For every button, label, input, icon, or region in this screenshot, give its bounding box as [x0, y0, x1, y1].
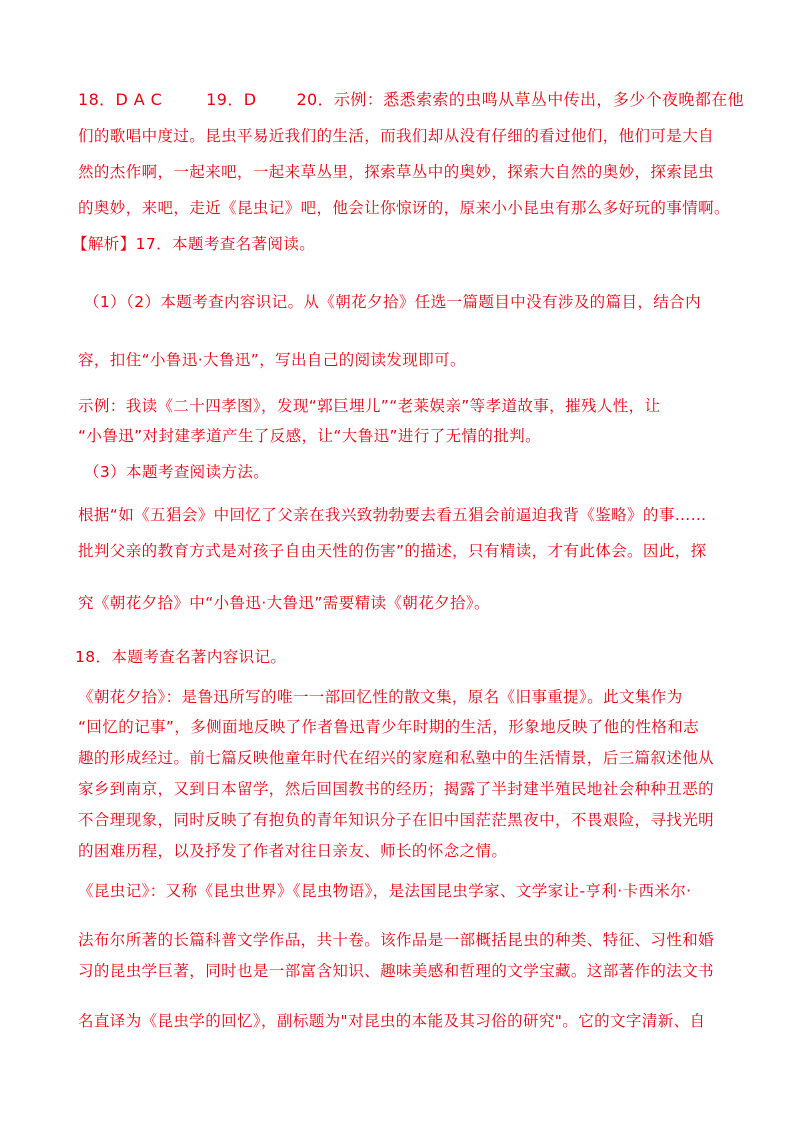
- text-line: 批判父亲的教育方式是对孩子自由天性的伤害”的描述，只有精读，才有此体会。因此，探: [78, 542, 707, 560]
- text-line: 然的杰作啊，一起来吧，一起来草丛里，探索草丛中的奥妙，探索大自然的奥妙，探索昆虫: [78, 163, 715, 181]
- text-line: 容，扣住“小鲁迅·大鲁迅”，写出自己的阅读发现即可。: [78, 351, 466, 369]
- section-heading-18: 18．本题考查名著内容识记。: [75, 648, 287, 666]
- text-line: 的困难历程，以及抒发了作者对往日亲友、师长的怀念之情。: [78, 842, 508, 860]
- text-line: （1）（2）本题考查内容识记。从《朝花夕拾》任选一篇题目中没有涉及的篇目，结合内: [84, 293, 701, 311]
- text-line: “回忆的记事”，多侧面地反映了作者鲁迅青少年时期的生活，形象地反映了他的性格和志: [78, 718, 700, 736]
- text-line: 不合理现象，同时反映了有抱负的青年知识分子在旧中国茫茫黑夜中，不畏艰险，寻找光明: [78, 811, 715, 829]
- text-line: 究《朝花夕拾》中“小鲁迅·大鲁迅”需要精读《朝花夕拾》。: [78, 594, 490, 612]
- example-line: “小鲁迅”对封建孝道产生了反感，让“大鲁迅”进行了无情的批判。: [78, 427, 542, 445]
- text-line: （3）本题考查阅读方法。: [84, 463, 270, 481]
- analysis-heading: 【解析】17．本题考查名著阅读。: [72, 235, 316, 253]
- answer-18: 18．D A C: [78, 90, 163, 109]
- text-line: 的奥妙，来吧，走近《昆虫记》吧，他会让你惊讶的，原来小小昆虫有那么多好玩的事情啊。: [78, 199, 730, 217]
- text-line: 《朝花夕拾》：是鲁迅所写的唯一一部回忆性的散文集，原名《旧事重提》。此文集作为: [78, 688, 683, 706]
- text-line: 习的昆虫学巨著，同时也是一部富含知识、趣味美感和哲理的文学宝藏。这部著作的法文书: [78, 962, 715, 980]
- example-line: 示例：我读《二十四孝图》，发现“郭巨埋儿”“老莱娱亲”等孝道故事，摧残人性，让: [78, 397, 661, 415]
- text-line: 家乡到南京，又到日本留学，然后回国教书的经历；揭露了半封建半殖民地社会种种丑恶的: [78, 780, 715, 798]
- text-line: 趣的形成经过。前七篇反映他童年时代在绍兴的家庭和私塾中的生活情景，后三篇叙述他从: [78, 749, 715, 767]
- text-line: 名直译为《昆虫学的回忆》，副标题为"对昆虫的本能及其习俗的研究"。它的文字清新、自: [78, 1012, 706, 1030]
- answer-19: 19．D: [206, 90, 257, 109]
- text-line: 们的歌唱中度过。昆虫平易近我们的生活，而我们却从没有仔细的看过他们，他们可是大自: [78, 127, 715, 145]
- answer-line-18-20: [78, 90, 744, 110]
- text-line: 法布尔所著的长篇科普文学作品，共十卷。该作品是一部概括昆虫的种类、特征、习性和婚: [78, 931, 715, 949]
- text-line: 根据“如《五猖会》中回忆了父亲在我兴致勃勃要去看五猖会前逼迫我背《鉴略》的事……: [78, 506, 707, 524]
- text-line: 《昆虫记》：又称《昆虫世界》《昆虫物语》，是法国昆虫学家、文学家让-亨利·卡西米尔·: [78, 882, 692, 900]
- answer-20: 20．示例：悉悉索索的虫鸣从草丛中传出，多少个夜晚都在他: [296, 90, 745, 109]
